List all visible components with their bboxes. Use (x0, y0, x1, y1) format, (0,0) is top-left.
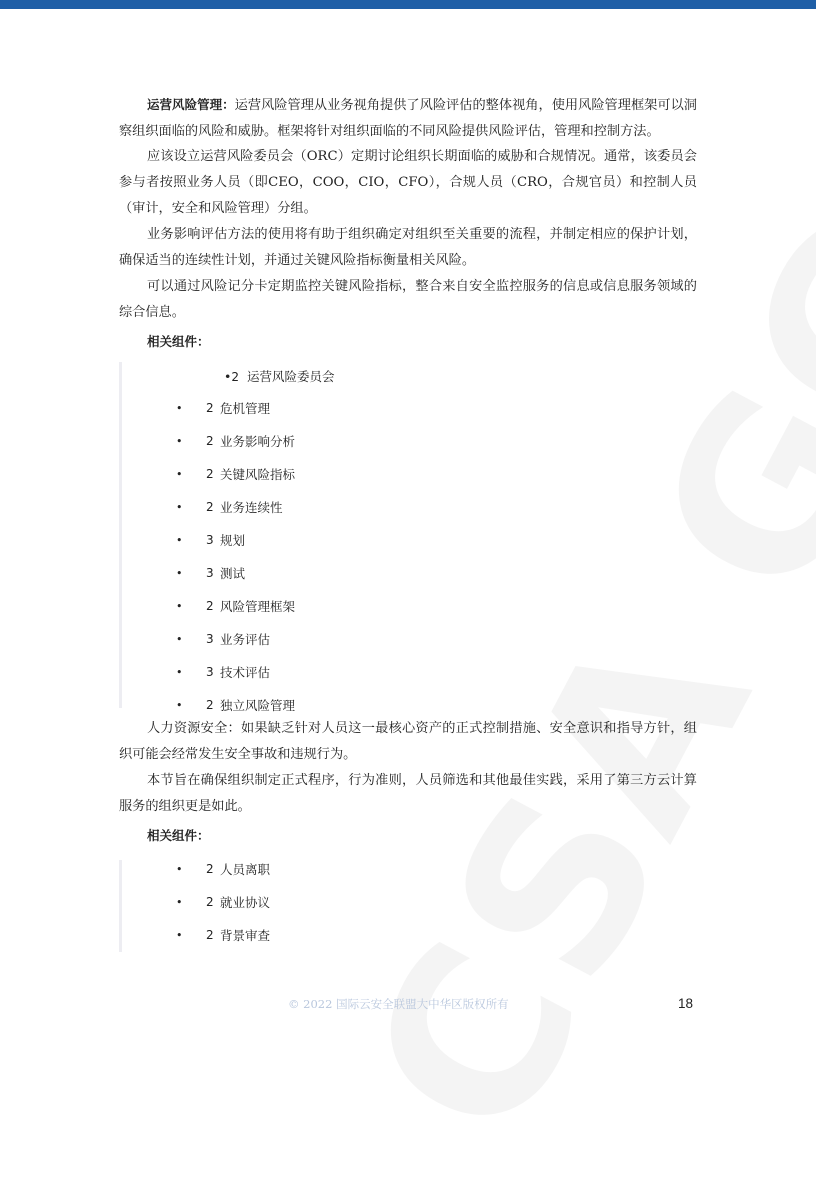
list-label: 技术评估 (220, 665, 271, 680)
paragraph-procedures: 本节旨在确保组织制定正式程序，行为准则，人员筛选和其他最佳实践，采用了第三方云计算服务的组织更是如此。 (119, 773, 697, 814)
list-label: 风险管理框架 (220, 599, 296, 614)
list-label: 业务影响分析 (220, 434, 296, 449)
list-item (176, 465, 295, 483)
bullet-icon: • (176, 533, 183, 547)
list-rule-1 (119, 362, 122, 708)
list-level: 2 (206, 401, 214, 415)
list-level: 2 (206, 500, 214, 514)
paragraph-orc: 应该设立运营风险委员会（ORC）定期讨论组织长期面临的威胁和合规情况。通常，该委员会参与者按照业务人员（即CEO，COO，CIO，CFO），合规人员（CRO，合规官员）和控制人员（审计，安全和风险管理）分组。 (119, 149, 697, 216)
list-item (176, 432, 295, 450)
list-item (176, 531, 245, 549)
list-item (176, 564, 245, 582)
list-item (176, 630, 270, 648)
paragraph-operational-risk (119, 92, 697, 145)
list-level: 3 (206, 665, 214, 679)
list-level: 2 (231, 370, 240, 384)
header-bar (0, 0, 816, 9)
related-components-heading-2: 相关组件： (147, 828, 210, 843)
bullet-icon: • (224, 369, 232, 384)
paragraph-hr-security: 人力资源安全：如果缺乏针对人员这一最核心资产的正式控制措施、安全意识和指导方针，组织可能会经常发生安全事故和违规行为。 (119, 721, 697, 762)
list-label: 独立风险管理 (220, 698, 296, 713)
list-label: 关键风险指标 (220, 467, 296, 482)
bullet-icon: • (176, 500, 183, 514)
list-item (176, 926, 270, 944)
bullet-icon: • (176, 895, 183, 909)
list-item (176, 696, 295, 714)
bullet-icon: • (176, 698, 183, 712)
bullet-icon: • (176, 665, 183, 679)
list-level: 2 (206, 698, 214, 712)
related-components-heading-1: 相关组件： (147, 334, 210, 349)
list-level: 2 (206, 434, 214, 448)
list-label: 测试 (220, 566, 246, 581)
paragraph-bia: 业务影响评估方法的使用将有助于组织确定对组织至关重要的流程，并制定相应的保护计划，确保适当的连续性计划，并通过关键风险指标衡量相关风险。 (119, 227, 697, 268)
page-number: 18 (678, 996, 694, 1011)
bullet-icon: • (176, 599, 183, 613)
list-label: 危机管理 (220, 401, 271, 416)
list-level: 3 (206, 632, 214, 646)
bullet-icon: • (176, 632, 183, 646)
list-level: 2 (206, 895, 214, 909)
bullet-icon: • (176, 467, 183, 481)
list-rule-2 (119, 860, 122, 952)
paragraph-bold-lead: 运营风险管理： (147, 97, 235, 112)
bullet-icon: • (176, 566, 183, 580)
list-label: 就业协议 (220, 895, 271, 910)
paragraph-scorecard: 可以通过风险记分卡定期监控关键风险指标，整合来自安全监控服务的信息或信息服务领域的综合信息。 (119, 279, 697, 320)
list-item (176, 597, 295, 615)
list-item (176, 498, 283, 516)
list-label: 业务连续性 (220, 500, 283, 515)
list-level: 2 (206, 599, 214, 613)
list-level: 3 (206, 566, 214, 580)
bullet-icon: • (176, 434, 183, 448)
list-level: 2 (206, 928, 214, 942)
list-level: 2 (206, 862, 214, 876)
list-item (176, 860, 270, 878)
paragraph-text: 运营风险管理从业务视角提供了风险评估的整体视角，使用风险管理框架可以洞察组织面临的风险和威胁。框架将针对组织面临的不同风险提供风险评估，管理和控制方法。 (119, 98, 697, 139)
list-level: 3 (206, 533, 214, 547)
list-item (224, 367, 335, 385)
footer-copyright: © 2022 国际云安全联盟大中华区版权所有 (288, 997, 509, 1011)
list-label: 运营风险委员会 (247, 369, 335, 384)
list-label: 背景审查 (220, 928, 271, 943)
list-label: 规划 (220, 533, 246, 548)
list-label: 人员离职 (220, 862, 271, 877)
bullet-icon: • (176, 401, 183, 415)
list-label: 业务评估 (220, 632, 271, 647)
list-item (176, 893, 270, 911)
bullet-icon: • (176, 862, 183, 876)
list-level: 2 (206, 467, 214, 481)
bullet-icon: • (176, 928, 183, 942)
list-item (176, 399, 270, 417)
list-item (176, 663, 270, 681)
